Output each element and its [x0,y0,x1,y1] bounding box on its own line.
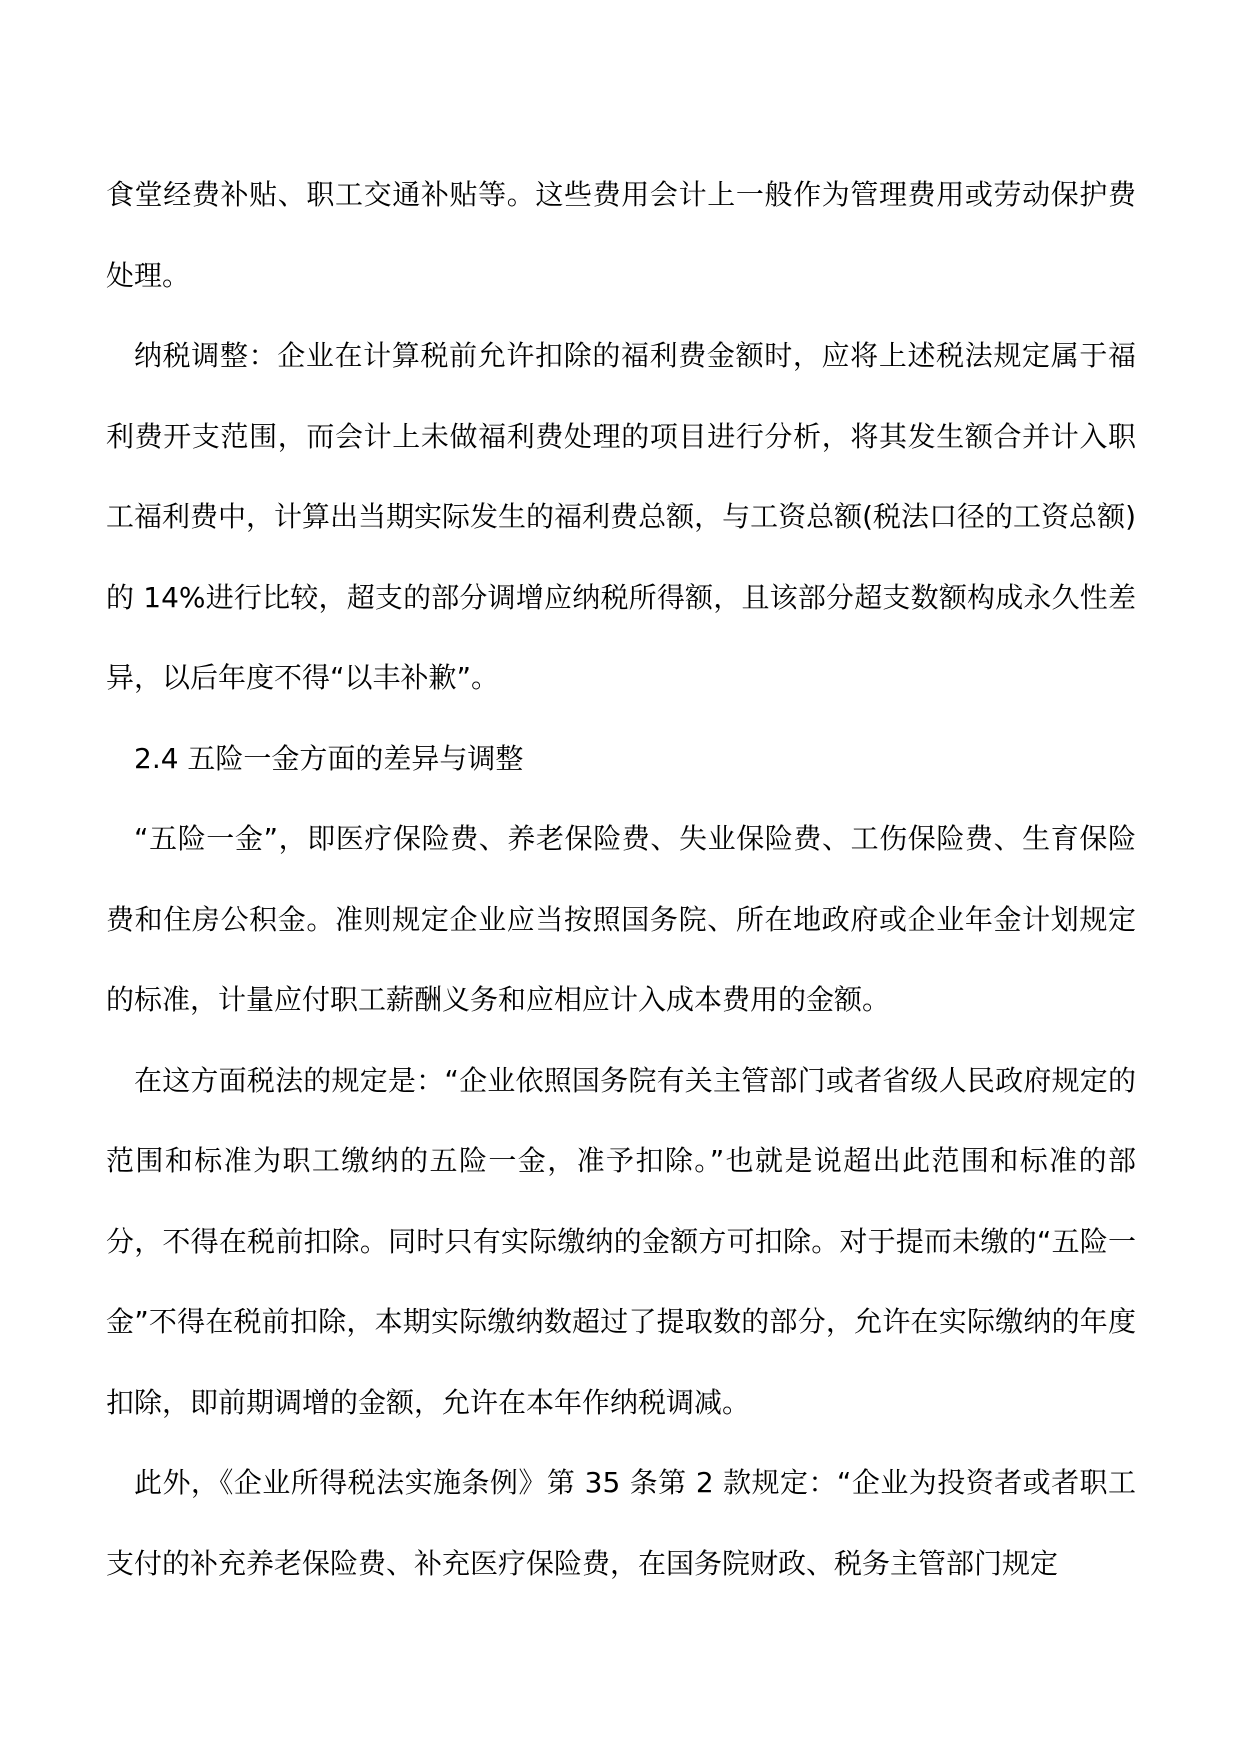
paragraph-regulation-article-35: 此外，《企业所得税法实施条例》第 35 条第 2 款规定：“企业为投资者或者职工支付的补充养老保险费、补充医疗保险费，在国务院财政、税务主管部门规定 [106,1466,1136,1580]
paragraph-five-insurances: “五险一金”，即医疗保险费、养老保险费、失业保险费、工伤保险费、生育保险费和住房公积金。准则规定企业应当按照国务院、所在地政府或企业年金计划规定的标准，计量应付职工薪酬义务和应相应计入成本费用的金额。 [106,822,1136,1016]
document-body [106,155,1136,1604]
section-heading-2-4: 2.4 五险一金方面的差异与调整 [134,741,524,775]
paragraph-tax-law-rules: 在这方面税法的规定是：“企业依照国务院有关主管部门或者省级人民政府规定的范围和标准为职工缴纳的五险一金，准予扣除。”也就是说超出此范围和标准的部分，不得在税前扣除。同时只有实际缴纳的金额方可扣除。对于提而未缴的“五险一金”不得在税前扣除，本期实际缴纳数超过了提取数的部分，允许在实际缴纳的年度扣除，即前期调增的金额，允许在本年作纳税调减。 [106,1063,1136,1419]
paragraph-continuation: 食堂经费补贴、职工交通补贴等。这些费用会计上一般作为管理费用或劳动保护费处理。 [106,178,1136,292]
paragraph-tax-adjustment: 纳税调整：企业在计算税前允许扣除的福利费金额时，应将上述税法规定属于福利费开支范围，而会计上未做福利费处理的项目进行分析，将其发生额合并计入职工福利费中，计算出当期实际发生的福利费总额，与工资总额(税法口径的工资总额)的 14%进行比较，超支的部分调增应纳税所得额，且该部分超支数额构成永久性差异，以后年度不得“以丰补歉”。 [106,339,1136,694]
